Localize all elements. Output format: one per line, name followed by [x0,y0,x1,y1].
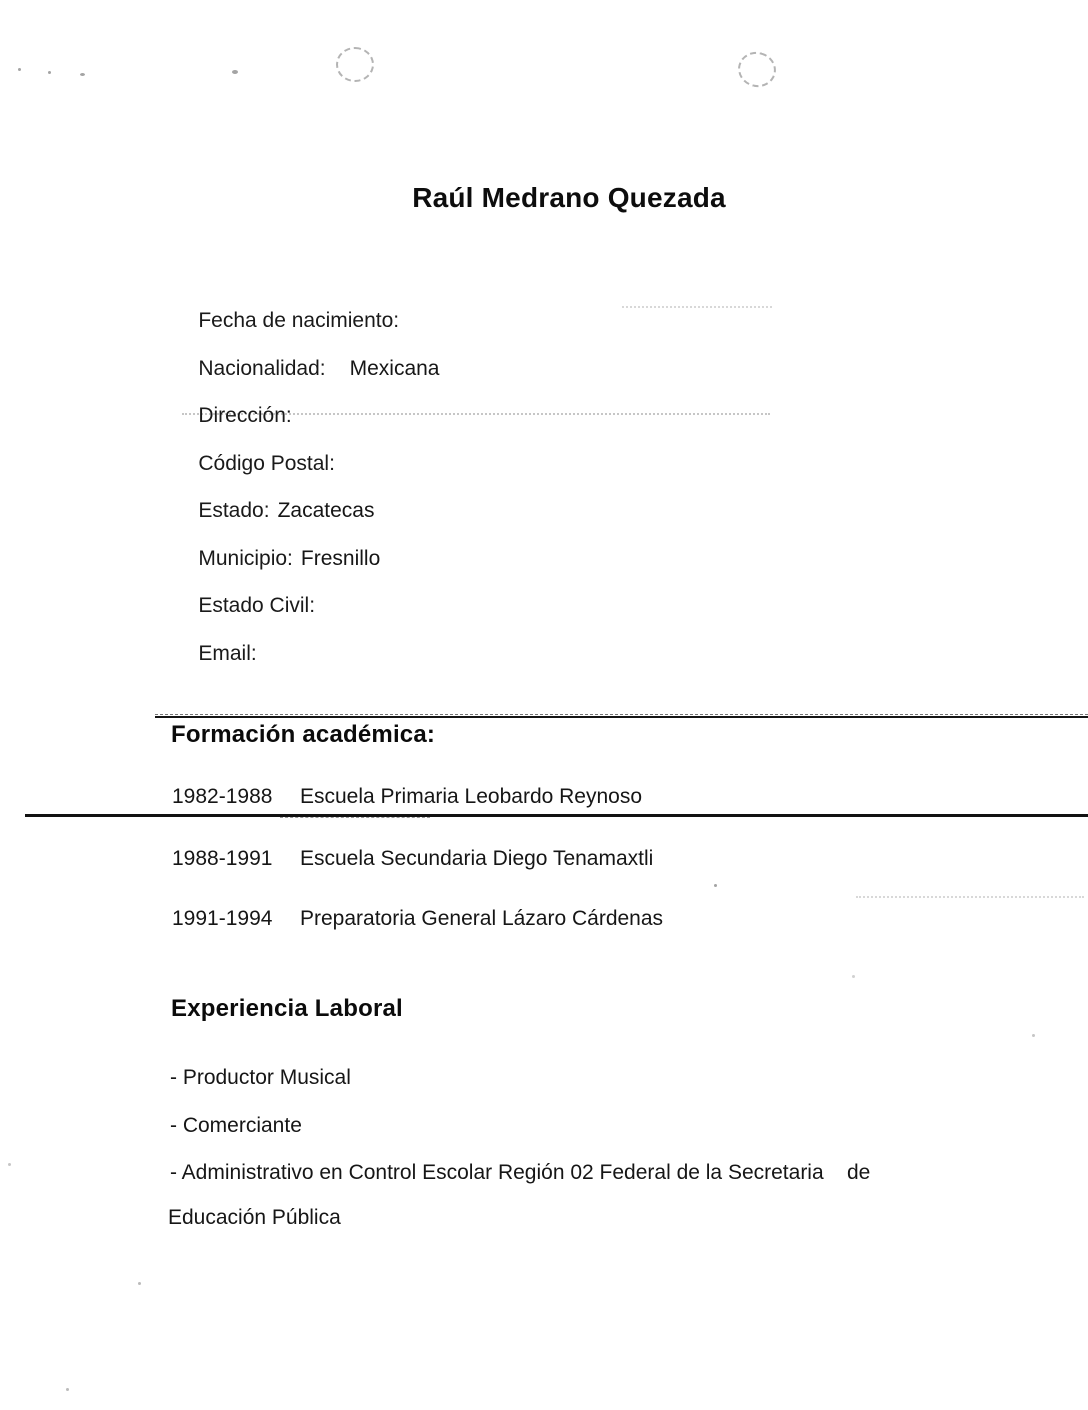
education-entry [172,785,642,809]
experience-item: - Productor Musical [170,1066,351,1089]
education-entry [172,907,663,931]
info-field-value: Zacatecas [277,499,375,522]
info-field-label: Estado: [198,499,270,522]
info-field-value: Fresnillo [300,547,381,570]
education-entry-school: Escuela Secundaria Diego Tenamaxtli [300,847,654,870]
scan-speck [18,68,21,71]
info-field-label: Fecha de nacimiento: [198,309,400,332]
info-field-email [175,618,265,690]
experience-item: - Administrativo en Control Escolar Región 02 Federal de la Secretaria de [170,1161,871,1184]
education-section-heading: Formación académica: [171,721,436,748]
experience-section-heading: Experiencia Laboral [171,995,403,1022]
hole-punch-mark-left [336,47,374,82]
scan-speck [8,1163,11,1166]
experience-item-continuation: Educación Pública [168,1206,341,1229]
scan-speck [852,975,855,978]
scan-speck [48,71,51,74]
ruled-line [155,714,1088,718]
scan-speck [1032,1034,1035,1037]
ruled-line [25,814,1088,818]
scan-dotted-artifact [622,306,772,308]
hole-punch-mark-right [734,48,779,91]
info-field-label: Dirección: [198,404,292,427]
education-entry [172,847,653,871]
info-field-label: Email: [198,642,257,665]
page-title: Raúl Medrano Quezada [412,182,726,213]
experience-item: - Comerciante [170,1114,302,1137]
info-field-label: Código Postal: [198,452,335,475]
scan-speck [232,70,238,74]
info-field-label: Estado Civil: [198,594,316,617]
scan-speck [138,1282,141,1285]
info-field-label: Nacionalidad: [198,357,326,380]
scan-speck [714,884,717,887]
info-field-label: Municipio: [198,547,293,570]
education-entry-school: Escuela Primaria Leobardo Reynoso [300,785,643,808]
education-entry-years: 1991-1994 [172,907,273,930]
scan-dotted-artifact [856,896,1084,898]
education-entry-years: 1982-1988 [172,785,273,808]
education-entry-school: Preparatoria General Lázaro Cárdenas [300,907,664,930]
scan-speck [66,1388,69,1391]
scan-speck [80,73,85,76]
info-field-value: Mexicana [349,357,440,380]
education-entry-years: 1988-1991 [172,847,273,870]
